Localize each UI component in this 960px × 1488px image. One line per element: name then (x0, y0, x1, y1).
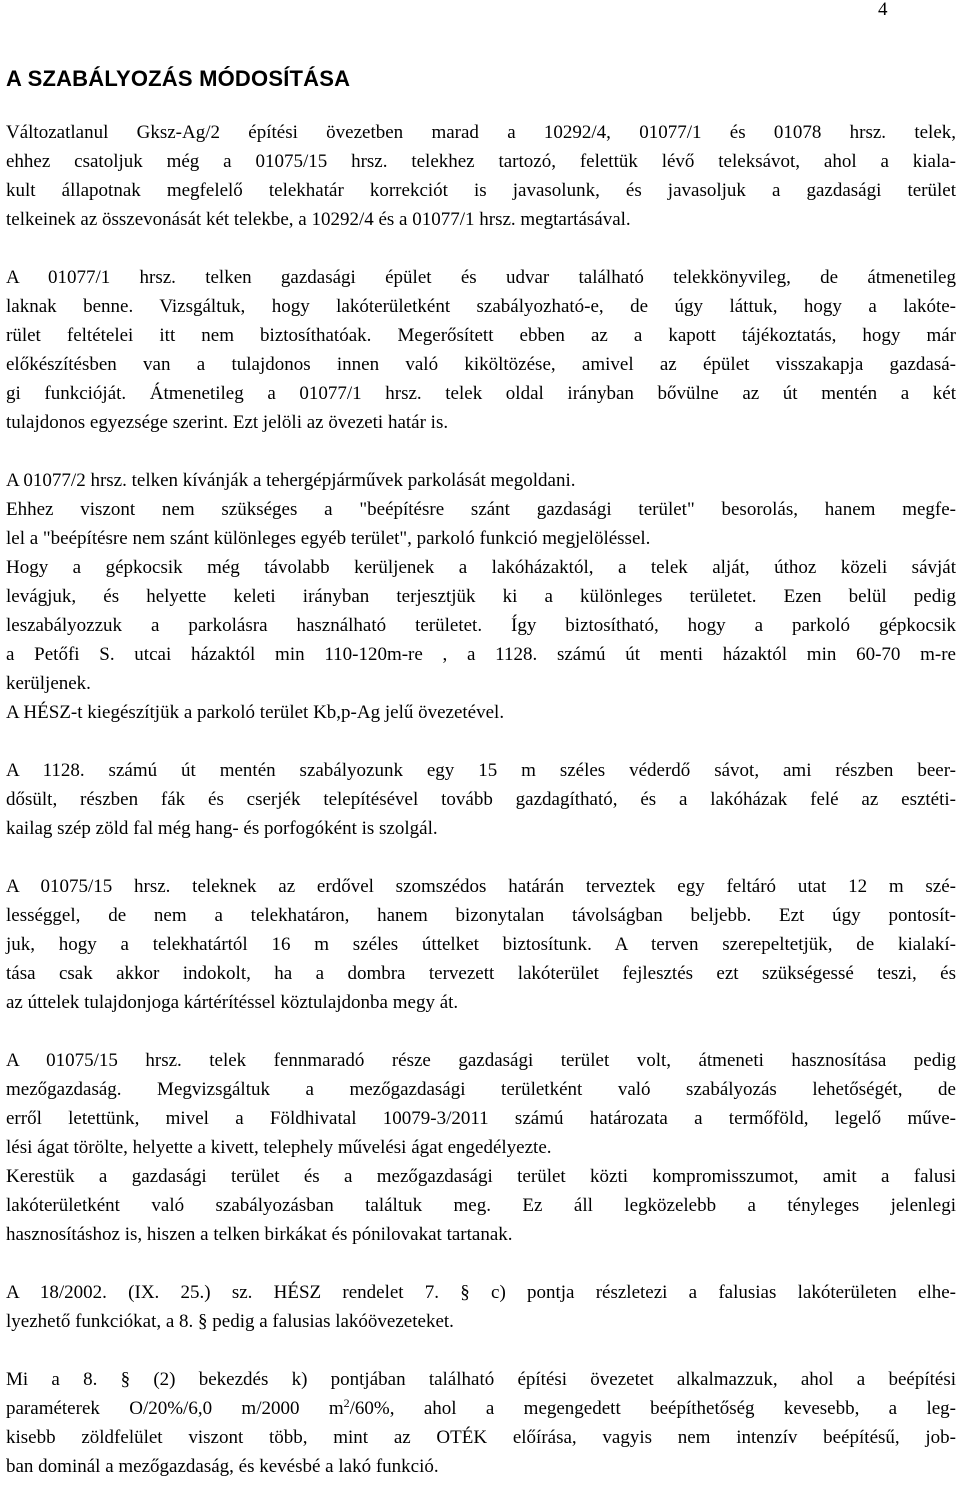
paragraph-line: lességgel, de nem a telekhatáron, hanem bizonytalan távolságban beljebb. Ezt úgy pontosít- (6, 905, 956, 926)
paragraph-line: ehhez csatoljuk még a 01075/15 hrsz. telekhez tartozó, felettük lévő teleksávot, ahol a kiala- (6, 151, 956, 172)
paragraph-line: Változatlanul Gksz-Ag/2 építési övezetben marad a 10292/4, 01077/1 és 01078 hrsz. telek, (6, 122, 956, 143)
paragraph-line: lési ágat törölte, helyette a kivett, telephely művelési ágat engedélyezte. (6, 1137, 552, 1158)
paragraph-line: ban dominál a mezőgazdaság, és kevésbé a lakó funkció. (6, 1456, 439, 1477)
paragraph-line: A 01077/1 hrsz. telken gazdasági épület és udvar található telekkönyvileg, de átmenetileg (6, 267, 956, 288)
paragraph-line: gi funkcióját. Átmenetileg a 01077/1 hrsz. telek oldal irányban bővülne az út mentén a két (6, 383, 956, 404)
paragraph-line: laknak benne. Vizsgáltuk, hogy lakóterületként szabályozható-e, de úgy láttuk, hogy a lakóte- (6, 296, 956, 317)
paragraph-line: erről letettünk, mivel a Földhivatal 10079-3/2011 számú határozata a termőföld, legelő műve- (6, 1108, 956, 1129)
paragraph-line: lyezhető funkciókat, a 8. § pedig a falusias lakóövezeteket. (6, 1311, 454, 1332)
paragraph-line: A 01075/15 hrsz. telek fennmaradó része gazdasági terület volt, átmeneti hasznosítása pedig (6, 1050, 956, 1071)
paragraph-line: A 01077/2 hrsz. telken kívánják a tehergépjárművek parkolását megoldani. (6, 470, 576, 491)
paragraph-3 (6, 466, 956, 727)
paragraph-line: lel a "beépítésre nem szánt különleges egyéb terület", parkoló funkció megjelöléssel. (6, 528, 651, 549)
paragraph-line: A 01075/15 hrsz. teleknek az erdővel szomszédos határán terveztek egy feltáró utat 12 m szé- (6, 876, 956, 897)
paragraph-6 (6, 1046, 956, 1249)
paragraph-line: Kerestük a gazdasági terület és a mezőgazdasági terület közti kompromisszumot, amit a falusi (6, 1166, 956, 1187)
paragraph-line: A HÉSZ-t kiegészítjük a parkoló terület Kb,p-Ag jelű övezetével. (6, 702, 505, 723)
paragraph-line: levágjuk, és helyette keleti irányban terjesztjük ki a különleges területet. Ezen belül pedig (6, 586, 956, 607)
paragraph-line: juk, hogy a telekhatártól 16 m széles úttelket biztosítunk. A terven szerepeltetjük, de kialakí- (6, 934, 956, 955)
paragraph-line: Ehhez viszont nem szükséges a "beépítésre szánt gazdasági terület" besorolás, hanem megfe- (6, 499, 956, 520)
paragraph-line: telkeinek az összevonását két telekbe, a 10292/4 és a 01077/1 hrsz. megtartásával. (6, 209, 631, 230)
paragraph-line: az úttelek tulajdonjoga kártérítéssel köztulajdonba megy át. (6, 992, 459, 1013)
document-body (6, 64, 956, 1481)
paragraph-line: kerüljenek. (6, 673, 91, 694)
paragraph-line: kult állapotnak megfelelő telekhatár korrekciót is javasolunk, és javasoljuk a gazdasági terület (6, 180, 956, 201)
paragraph-line: rület feltételei itt nem biztosíthatóak. Megerősített ebben az a kapott tájékoztatás, hogy már (6, 325, 956, 346)
paragraph-line: A 1128. számú út mentén szabályozunk egy 15 m széles véderdő sávot, ami részben beer- (6, 760, 956, 781)
paragraph-line: kailag szép zöld fal még hang- és porfogóként is szolgál. (6, 818, 438, 839)
page-number: 4 (878, 0, 888, 20)
paragraph-line: kisebb zöldfelület viszont több, mint az OTÉK előírása, vagyis nem intenzív beépítésű, job- (6, 1427, 956, 1448)
paragraph-line: Hogy a gépkocsik még távolabb kerüljenek a lakóházaktól, a telek alját, úthoz közeli sávját (6, 557, 956, 578)
paragraph-line: lakóterületként való szabályozásban találtuk meg. Ez áll legközelebb a tényleges jelenlegi (6, 1195, 956, 1216)
section-heading: A SZABÁLYOZÁS MÓDOSÍTÁSA (6, 66, 351, 91)
paragraph-line: dősült, részben fák és cserjék telepítésével tovább gazdagítható, és a lakóházak felé az esztéti- (6, 789, 956, 810)
paragraph-5 (6, 872, 956, 1017)
paragraph-line-with-superscript (6, 1394, 956, 1423)
paragraph-4 (6, 756, 956, 843)
superscript: 2 (343, 1396, 350, 1410)
paragraph-8 (6, 1365, 956, 1481)
paragraph-line: Mi a 8. § (2) bekezdés k) pontjában található építési övezetet alkalmazzuk, ahol a beépítési (6, 1369, 956, 1390)
paragraph-line: tulajdonos egyezsége szerint. Ezt jelöli az övezeti határ is. (6, 412, 449, 433)
parameter-text-continued: /60%, ahol a megengedett beépíthetőség kevesebb, a leg- (349, 1398, 957, 1419)
paragraph-line: A 18/2002. (IX. 25.) sz. HÉSZ rendelet 7. § c) pontja részletezi a falusias lakóterületen elhe- (6, 1282, 956, 1303)
paragraph-line: mezőgazdaság. Megvizsgáltuk a mezőgazdasági területként való szabályozás lehetőségét, de (6, 1079, 956, 1100)
paragraph-line: hasznosításhoz is, hiszen a telken birkákat és pónilovakat tartanak. (6, 1224, 513, 1245)
paragraph-line: tása csak akkor indokolt, ha a dombra tervezett lakóterület fejlesztés ezt szükségessé teszi, és (6, 963, 956, 984)
paragraph-2 (6, 263, 956, 437)
paragraph-line: leszabályozzuk a parkolásra használható területet. Így biztosítható, hogy a parkoló gépkocsik (6, 615, 956, 636)
parameter-text: paraméterek O/20%/6,0 m/2000 m (6, 1398, 344, 1419)
paragraph-line: a Petőfi S. utcai házaktól min 110-120m-re , a 1128. számú út menti házaktól min 60-70 m-re (6, 644, 956, 665)
paragraph-1 (6, 118, 956, 234)
paragraph-7 (6, 1278, 956, 1336)
paragraph-line: előkészítésben van a tulajdonos innen való kiköltözése, amivel az épület visszakapja gazdasá- (6, 354, 956, 375)
